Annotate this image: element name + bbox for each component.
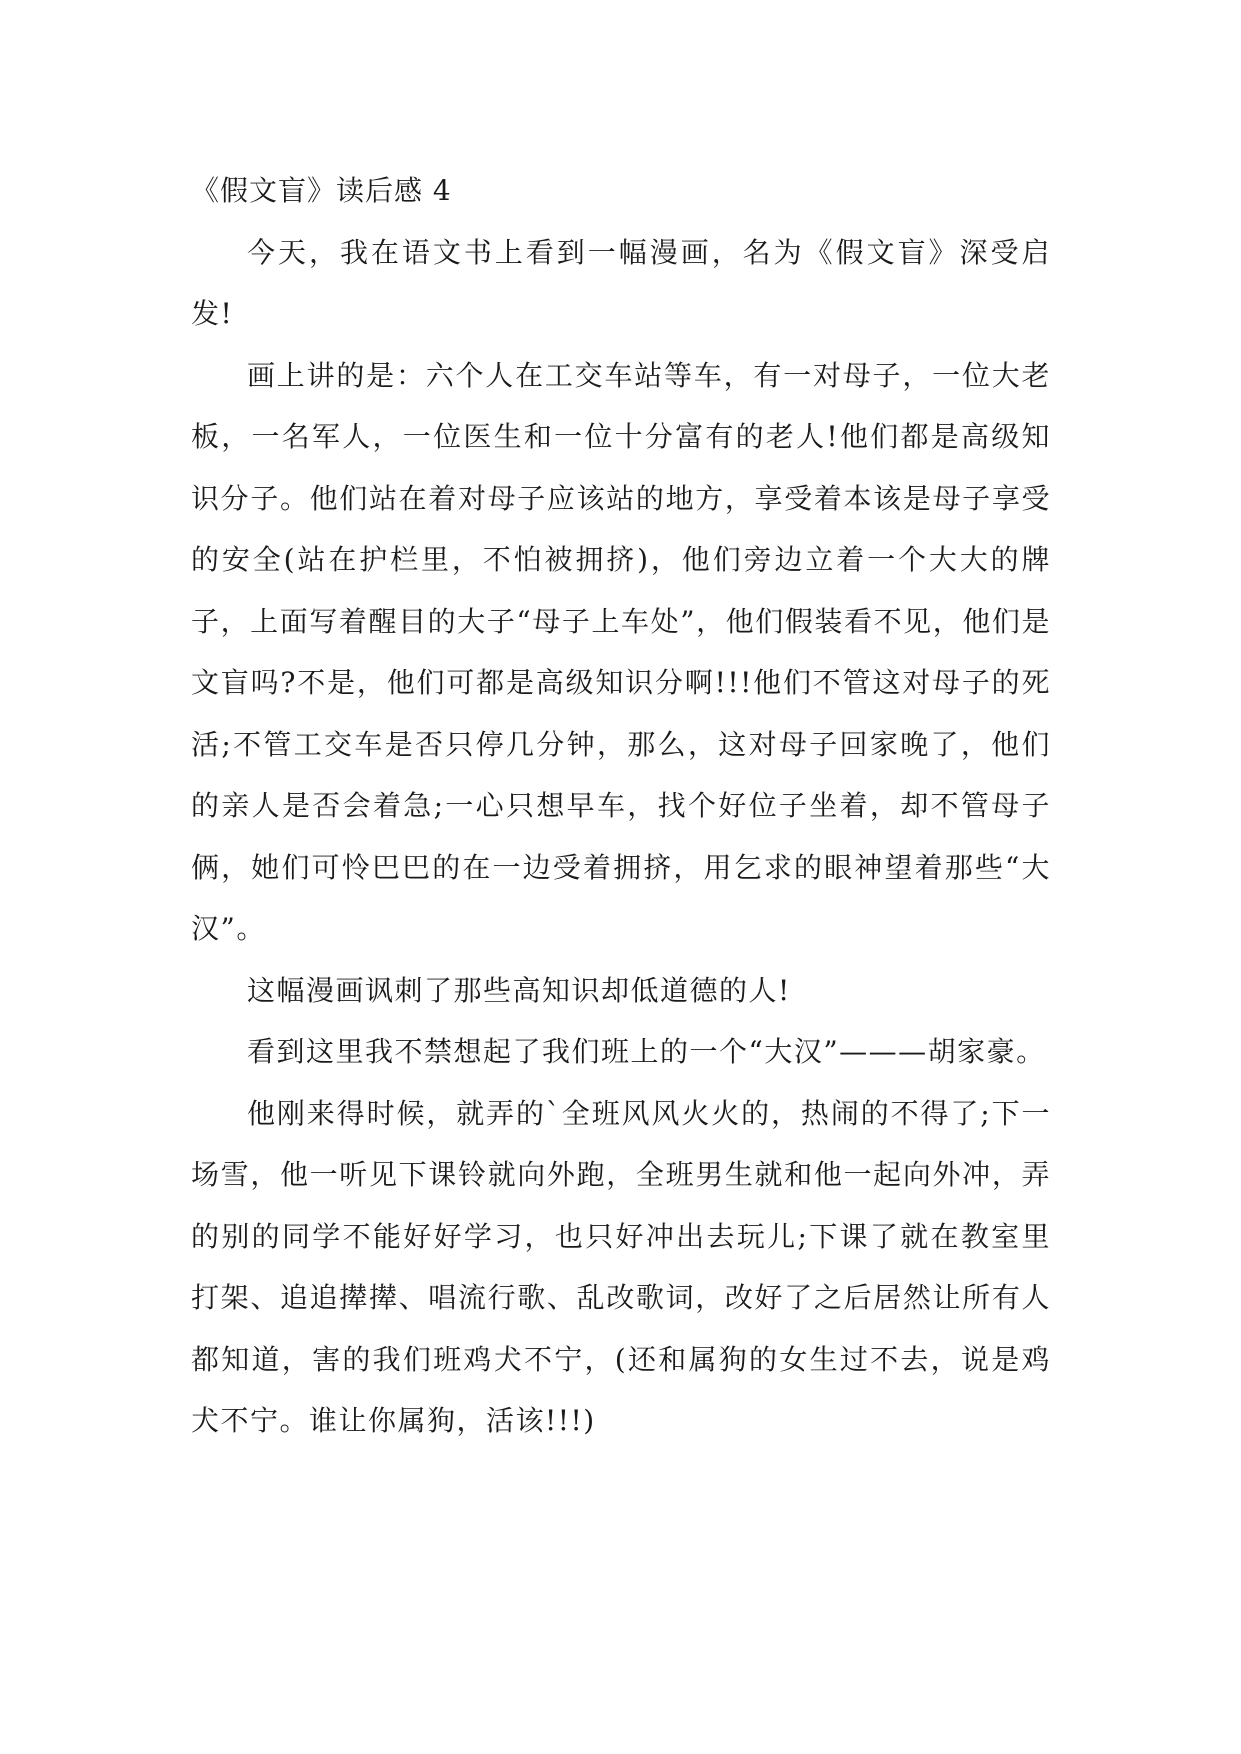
paragraph-4: 看到这里我不禁想起了我们班上的一个“大汉”———胡家豪。	[247, 1035, 1046, 1068]
document-title: 《假文盲》读后感 4	[191, 174, 452, 207]
paragraph-5: 他刚来得时候，就弄的`全班风风火火的，热闹的不得了;下一场雪，他一听见下课铃就向外跑，全班男生就和他一起向外冲，弄的别的同学不能好好学习，也只好冲出去玩儿;下课了就在教室里打架、追追撵撵、唱流行歌、乱改歌词，改好了之后居然让所有人都知道，害的我们班鸡犬不宁，(还和属狗的女生过不去，说是鸡犬不宁。谁让你属狗，活该!!!)	[191, 1096, 1051, 1437]
paragraph-1: 今天，我在语文书上看到一幅漫画，名为《假文盲》深受启发!	[191, 235, 1051, 330]
document-page	[191, 160, 1051, 1452]
paragraph-3: 这幅漫画讽刺了那些高知识却低道德的人!	[247, 973, 791, 1007]
paragraph-2: 画上讲的是：六个人在工交车站等车，有一对母子，一位大老板，一名军人，一位医生和一位十分富有的老人!他们都是高级知识分子。他们站在着对母子应该站的地方，享受着本该是母子享受的安全(站在护栏里，不怕被拥挤)，他们旁边立着一个大大的牌子，上面写着醒目的大子“母子上车处”，他们假装看不见，他们是文盲吗?不是，他们可都是高级知识分啊!!!他们不管这对母子的死活;不管工交车是否只停几分钟，那么，这对母子回家晚了，他们的亲人是否会着急;一心只想早车，找个好位子坐着，却不管母子俩，她们可怜巴巴的在一边受着拥挤，用乞求的眼神望着那些“大汉”。	[191, 358, 1051, 945]
